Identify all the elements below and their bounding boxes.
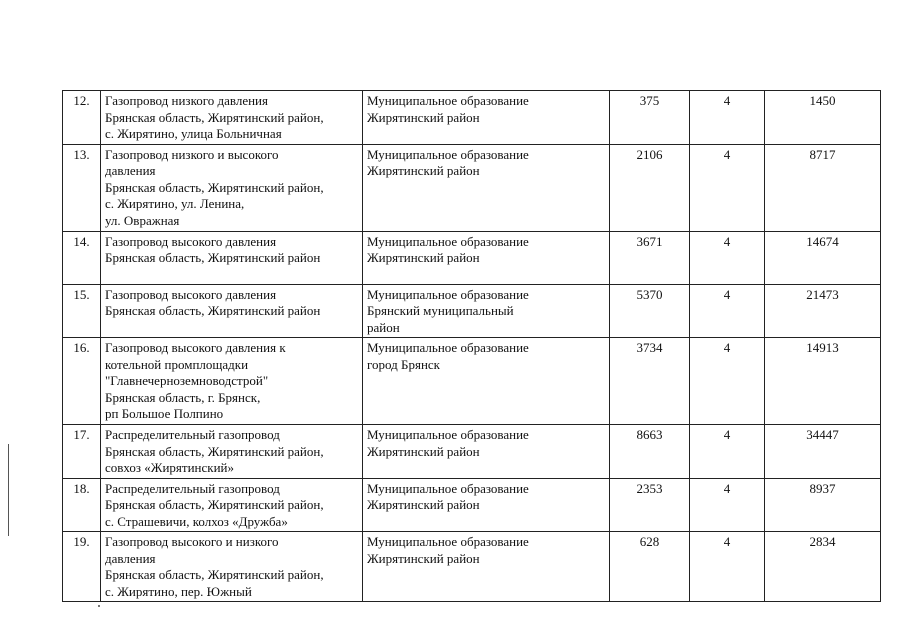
object-name-line: Брянская область, Жирятинский район: [105, 303, 321, 318]
owner-cell: [363, 144, 610, 231]
object-name-line: рп Большое Полпино: [105, 406, 224, 421]
object-name-cell: [101, 532, 363, 602]
class-cell: 4: [690, 478, 765, 532]
length-cell: 2353: [610, 478, 690, 532]
table-row: [63, 231, 881, 284]
row-number-cell: 12.: [63, 91, 101, 145]
object-name-line: Газопровод низкого и высокого: [105, 146, 279, 162]
object-name-cell: [101, 144, 363, 231]
length-cell: 3671: [610, 231, 690, 284]
class-cell: 4: [690, 425, 765, 479]
object-name-line: с. Жирятино, улица Больничная: [105, 126, 282, 141]
owner-line: Жирятинский район: [367, 250, 480, 265]
object-name-line: Брянская область, г. Брянск,: [105, 389, 261, 405]
owner-line: Муниципальное образование: [367, 534, 529, 549]
owner-line: Муниципальное образование: [367, 146, 529, 162]
value-cell: 8937: [765, 478, 881, 532]
object-name-cell: [101, 91, 363, 145]
owner-cell: [363, 425, 610, 479]
object-name-line: Распределительный газопровод: [105, 427, 280, 442]
pipeline-registry-table: [62, 90, 881, 602]
table-row: [63, 338, 881, 425]
owner-line: Жирятинский район: [367, 443, 480, 459]
row-number-cell: 18.: [63, 478, 101, 532]
length-cell: 375: [610, 91, 690, 145]
owner-cell: [363, 231, 610, 284]
owner-line: Жирятинский район: [367, 163, 480, 178]
object-name-line: Газопровод высокого давления: [105, 286, 277, 302]
value-cell: 8717: [765, 144, 881, 231]
class-cell: 4: [690, 338, 765, 425]
owner-line: Муниципальное образование: [367, 480, 529, 496]
class-cell: 4: [690, 91, 765, 145]
owner-line: Жирятинский район: [367, 109, 480, 125]
owner-line: Жирятинский район: [367, 550, 480, 566]
owner-line: Муниципальное образование: [367, 93, 529, 108]
value-cell: 14913: [765, 338, 881, 425]
row-number-cell: 14.: [63, 231, 101, 284]
value-cell: 2834: [765, 532, 881, 602]
scan-speck: [98, 605, 100, 607]
object-name-cell: [101, 231, 363, 284]
class-cell: 4: [690, 144, 765, 231]
class-cell: 4: [690, 231, 765, 284]
owner-line: Муниципальное образование: [367, 340, 529, 355]
object-name-cell: [101, 425, 363, 479]
object-name-line: Газопровод высокого давления к: [105, 340, 286, 355]
owner-cell: [363, 532, 610, 602]
length-cell: 8663: [610, 425, 690, 479]
owner-line: Муниципальное образование: [367, 286, 529, 302]
object-name-line: Брянская область, Жирятинский район,: [105, 567, 324, 582]
row-number-cell: 16.: [63, 338, 101, 425]
object-name-line: Газопровод высокого и низкого: [105, 534, 279, 549]
object-name-line: Газопровод низкого давления: [105, 93, 268, 108]
length-cell: 628: [610, 532, 690, 602]
object-name-line: Брянская область, Жирятинский район: [105, 250, 321, 265]
object-name-line: Распределительный газопровод: [105, 480, 280, 496]
row-number-cell: 19.: [63, 532, 101, 602]
table-row: [63, 91, 881, 145]
owner-line: город Брянск: [367, 356, 440, 372]
table-row: [63, 144, 881, 231]
row-number-cell: 17.: [63, 425, 101, 479]
length-cell: 3734: [610, 338, 690, 425]
object-name-line: совхоз «Жирятинский»: [105, 460, 234, 475]
owner-line: Муниципальное образование: [367, 427, 529, 442]
object-name-line: Брянская область, Жирятинский район,: [105, 443, 324, 459]
owner-cell: [363, 478, 610, 532]
owner-cell: [363, 338, 610, 425]
table-row: [63, 478, 881, 532]
object-name-line: Газопровод высокого давления: [105, 233, 277, 249]
table-row: [63, 425, 881, 479]
value-cell: 14674: [765, 231, 881, 284]
length-cell: 2106: [610, 144, 690, 231]
object-name-line: ул. Овражная: [105, 212, 180, 228]
object-name-line: "Главнечерноземноводстрой": [105, 373, 269, 388]
object-name-line: с. Жирятино, пер. Южный: [105, 583, 252, 599]
value-cell: 1450: [765, 91, 881, 145]
object-name-cell: [101, 338, 363, 425]
class-cell: 4: [690, 532, 765, 602]
owner-line: Муниципальное образование: [367, 233, 529, 249]
object-name-line: Брянская область, Жирятинский район,: [105, 497, 324, 512]
owner-cell: [363, 284, 610, 338]
owner-line: Брянский муниципальный: [367, 303, 514, 318]
object-name-line: давления: [105, 550, 156, 566]
row-number-cell: 13.: [63, 144, 101, 231]
owner-cell: [363, 91, 610, 145]
object-name-line: с. Страшевичи, колхоз «Дружба»: [105, 513, 288, 529]
object-name-line: давления: [105, 163, 156, 178]
row-number-cell: 15.: [63, 284, 101, 338]
value-cell: 21473: [765, 284, 881, 338]
table-row: [63, 532, 881, 602]
scan-margin-line: [8, 444, 9, 536]
class-cell: 4: [690, 284, 765, 338]
object-name-line: Брянская область, Жирятинский район,: [105, 179, 324, 195]
owner-line: район: [367, 319, 400, 335]
object-name-cell: [101, 284, 363, 338]
object-name-line: котельной промплощадки: [105, 356, 249, 372]
table-row: [63, 284, 881, 338]
owner-line: Жирятинский район: [367, 497, 480, 512]
length-cell: 5370: [610, 284, 690, 338]
object-name-line: с. Жирятино, ул. Ленина,: [105, 196, 245, 211]
object-name-line: Брянская область, Жирятинский район,: [105, 109, 324, 125]
object-name-cell: [101, 478, 363, 532]
value-cell: 34447: [765, 425, 881, 479]
table-body: [63, 91, 881, 602]
